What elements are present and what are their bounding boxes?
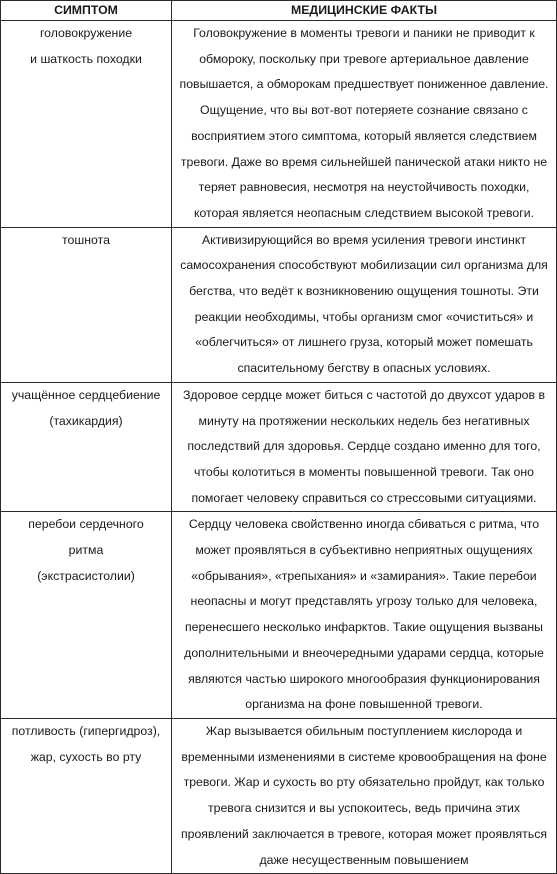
fact-cell: Головокружение в моменты тревоги и паники не приводит к обмороку, поскольку при тревоге артериальное давление повышается, а обморокам предшествует пониженное давление. Ощущение, что вы вот-вот потеряете сознание связано с восприятием этого симптома, который является следствием тревоги. Даже во время сильнейшей панической атаки никто не теряет равновесия, несмотря на неустойчивость походки, которая является неопасным следствием высокой тревоги. [172,21,557,228]
symptom-cell: потливость (гипергидроз), жар, сухость во рту [1,718,172,873]
fact-cell: Здоровое сердце может биться с частотой до двухсот ударов в минуту на протяжении нескольких недель без негативных последствий для здоровья. Сердце создано именно для того, чтобы колотиться в моменты повышенной тревоги. Так оно помогает человеку справиться со стрессовыми ситуациями. [172,382,557,512]
table-header [1,1,557,21]
symptom-cell: перебои сердечного ритма (экстрасистолии) [1,512,172,719]
header-medical-facts: МЕДИЦИНСКИЕ ФАКТЫ [172,1,557,21]
table-row [1,512,557,719]
table-row [1,21,557,228]
table-body [1,21,557,874]
header-row [1,1,557,21]
fact-cell: Жар вызывается обильным поступлением кислорода и временными изменениями в системе кровообращения на фоне тревоги. Жар и сухость во рту обязательно пройдут, как только тревога снизится и вы успокоитесь, ведь причина этих проявлений заключается в тревоге, которая может проявляться даже несущественным повышением [172,718,557,873]
symptom-cell: тошнота [1,227,172,382]
fact-cell: Сердцу человека свойственно иногда сбиваться с ритма, что может проявляться в субъективно неприятных ощущениях «обрывания», «трепыхания» и «замирания». Такие перебои неопасны и могут представлять угрозу только для человека, перенесшего несколько инфарктов. Такие ощущения вызваны дополнительными и внеочередными ударами сердца, которые являются частью широкого многообразия функционирования организма на фоне повышенной тревоги. [172,512,557,719]
symptom-cell: головокружение и шаткость походки [1,21,172,228]
symptom-cell: учащённое сердцебиение (тахикардия) [1,382,172,512]
table-row [1,718,557,873]
table-row [1,382,557,512]
header-symptom: СИМПТОМ [1,1,172,21]
table-row [1,227,557,382]
fact-cell: Активизирующийся во время усиления тревоги инстинкт самосохранения способствуют мобилизации сил организма для бегства, что ведёт к возникновению ощущения тошноты. Эти реакции необходимы, чтобы организм смог «очиститься» и «облегчиться» от лишнего груза, который может помешать спасительному бегству в опасных условиях. [172,227,557,382]
